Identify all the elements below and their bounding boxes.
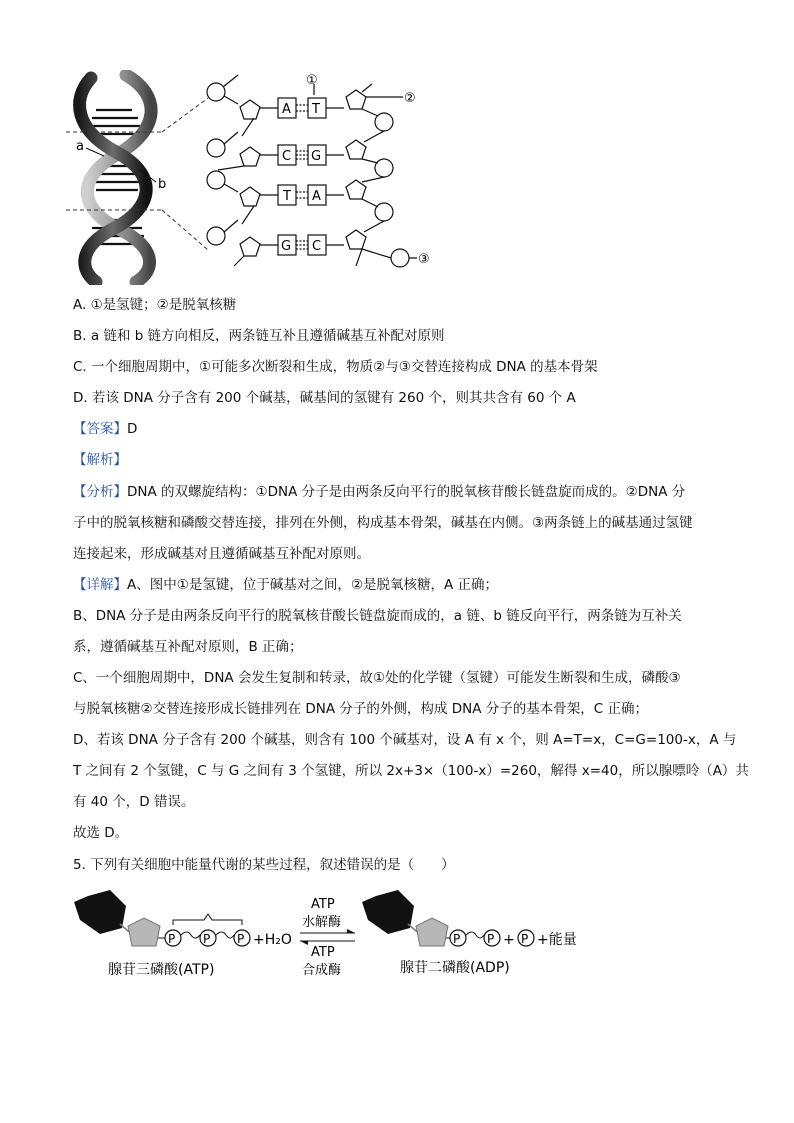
- option-c: C. 一个细胞周期中，①可能多次断裂和生成，物质②与③交替连接构成 DNA 的基本骨架: [73, 359, 598, 375]
- adenine-shape-adp: [362, 890, 414, 934]
- xiangjie-line-8: 有 40 个，D 错误。: [73, 794, 195, 810]
- xiangjie-tag: 【详解】: [73, 577, 127, 593]
- fenxi-line-3: 连接起来，形成碱基对且遵循碱基互补配对原则。: [73, 546, 370, 562]
- answer-tag: 【答案】: [73, 421, 127, 437]
- adp-p3: P: [521, 932, 529, 946]
- dna-figure: [66, 70, 446, 285]
- option-a: A. ①是氢键；②是脱氧核糖: [73, 297, 237, 313]
- base-2-right: G: [311, 149, 322, 164]
- answer-line: [73, 419, 137, 439]
- energy: +能量: [537, 932, 577, 948]
- marker-3: ③: [418, 252, 430, 267]
- label-b: b: [158, 177, 167, 192]
- marker-1: ①: [306, 73, 318, 88]
- xiangjie-line-2: B、DNA 分子是由两条反向平行的脱氧核苷酸长链盘旋而成的，a 链、b 链反向平行，两条链为互补关: [73, 608, 682, 624]
- base-2-left: C: [282, 149, 292, 164]
- base-1-left: A: [282, 102, 291, 117]
- atp-p1: P: [168, 932, 176, 946]
- atp-label: 腺苷三磷酸(ATP): [108, 962, 215, 978]
- analysis-tag: 【解析】: [73, 452, 127, 468]
- plus-sign: +: [503, 932, 515, 948]
- atp-p2: P: [203, 932, 211, 946]
- enzyme-bottom-1: ATP: [311, 945, 335, 960]
- xiangjie-line-1: [73, 575, 498, 595]
- fenxi-line-2: 子中的脱氧核糖和磷酸交替连接，排列在外侧，构成基本骨架，碱基在内侧。③两条链上的碱基通过氢键: [73, 515, 693, 531]
- base-4-right: C: [312, 239, 322, 254]
- xiangjie-line-4: C、一个细胞周期中，DNA 会发生复制和转录，故①处的化学键（氢键）可能发生断裂和生成，磷酸③: [73, 670, 681, 686]
- enzyme-top-2: 水解酶: [302, 915, 342, 930]
- ribose-shape-adp: [416, 918, 448, 946]
- base-3-left: T: [283, 189, 291, 204]
- xiangjie-line-3: 系，遵循碱基互补配对原则，B 正确；: [73, 639, 303, 655]
- atp-p3: P: [237, 932, 245, 946]
- atp-figure: [70, 888, 610, 983]
- fenxi-text-1: DNA 的双螺旋结构：①DNA 分子是由两条反向平行的脱氧核苷酸长链盘旋而成的。②DNA 分: [127, 484, 686, 500]
- enzyme-top-1: ATP: [311, 897, 335, 912]
- marker-2: ②: [404, 91, 416, 106]
- label-a: a: [76, 139, 84, 154]
- h2o: +H₂O: [253, 932, 292, 948]
- ribose-shape-atp: [128, 918, 160, 946]
- base-1-right: T: [312, 102, 320, 117]
- fenxi-tag: 【分析】: [73, 484, 127, 500]
- adp-p1: P: [453, 932, 461, 946]
- adenine-shape-atp: [74, 890, 126, 934]
- adp-label: 腺苷二磷酸(ADP): [400, 960, 510, 976]
- enzyme-bottom-2: 合成酶: [302, 963, 342, 978]
- xiangjie-line-6: D、若该 DNA 分子含有 200 个碱基，则含有 100 个碱基对，设 A 有 x 个，则 A=T=x，C=G=100-x，A 与: [73, 732, 737, 748]
- adp-p2: P: [487, 932, 495, 946]
- xiangjie-text-1: A、图中①是氢键，位于碱基对之间，②是脱氧核糖，A 正确；: [127, 577, 498, 593]
- option-d: D. 若该 DNA 分子含有 200 个碱基，碱基间的氢键有 260 个，则其共含有 60 个 A: [73, 390, 576, 406]
- base-3-right: A: [312, 189, 321, 204]
- xiangjie-line-5: 与脱氧核糖②交替连接形成长链排列在 DNA 分子的外侧，构成 DNA 分子的基本骨架，C 正确；: [73, 701, 648, 717]
- xiangjie-line-9: 故选 D。: [73, 825, 129, 841]
- answer-value: D: [127, 421, 138, 437]
- question-5: 5. 下列有关细胞中能量代谢的某些过程，叙述错误的是（ ）: [73, 857, 455, 873]
- fenxi-line-1: [73, 482, 685, 502]
- xiangjie-line-7: T 之间有 2 个氢键，C 与 G 之间有 3 个氢键，所以 2x+3×（100-x）=260，解得 x=40，所以腺嘌呤（A）共: [73, 763, 749, 779]
- base-4-left: G: [281, 239, 292, 254]
- option-b: B. a 链和 b 链方向相反，两条链互补且遵循碱基互补配对原则: [73, 328, 445, 344]
